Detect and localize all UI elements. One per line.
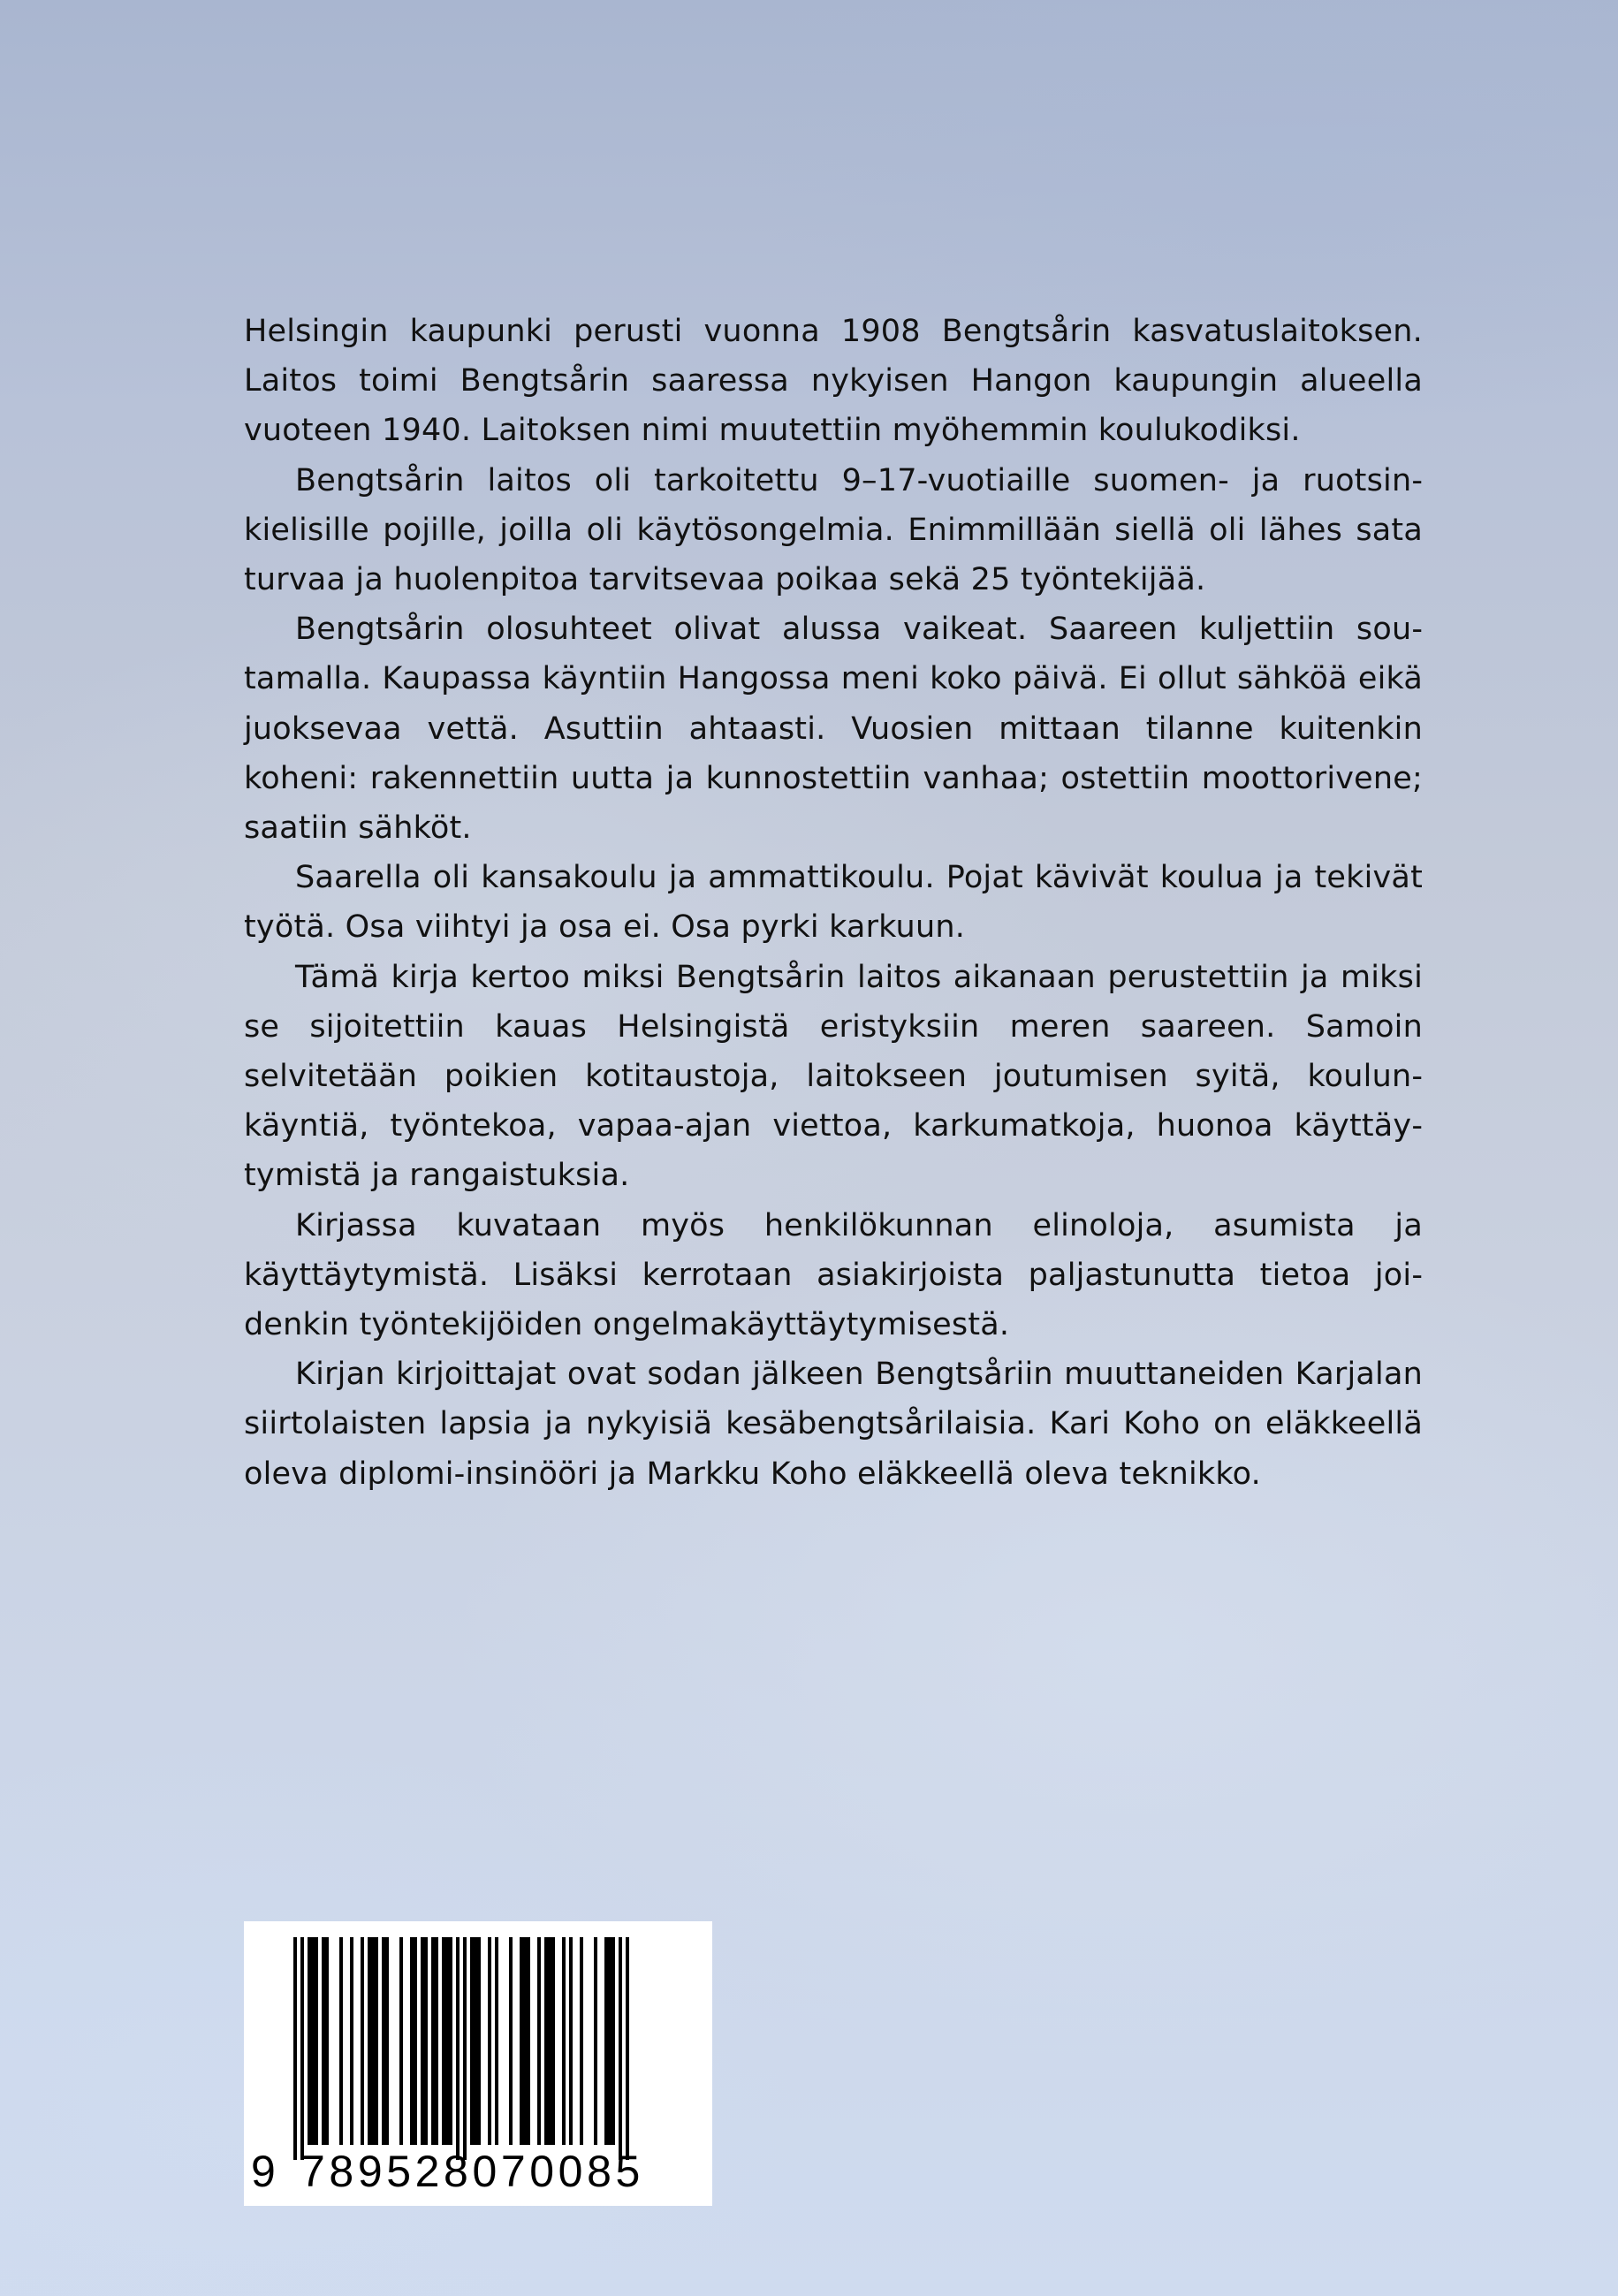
- barcode-bar: [431, 1937, 438, 2145]
- paragraph-purpose: Bengtsårin laitos oli tarkoitettu 9–17-vuotiaille suomen- ja ruotsinkielisille pojille, joilla oli käytösongelmia. Enimmillään siellä oli lähes sata turvaa ja huolenpitoa tarvitsevaa poikaa sekä 25 työntekijää.: [244, 462, 1423, 598]
- barcode-bar: [495, 1937, 498, 2145]
- barcode-bar: [562, 1937, 566, 2145]
- barcode-guard-bar: [300, 1937, 304, 2160]
- barcode-bar: [442, 1937, 452, 2145]
- barcode-bar: [594, 1937, 597, 2145]
- barcode-bar: [308, 1937, 318, 2145]
- paragraph-founding: Helsingin kaupunki perusti vuonna 1908 Bengtsårin kasvatuslaitoksen. Laitos toimi Bengtsårin saaressa nykyisen Hangon kaupungin alueella vuoteen 1940. Laitoksen nimi muutettiin myöhemmin koulukodiksi.: [244, 314, 1423, 449]
- barcode-bar: [421, 1937, 428, 2145]
- barcode-bar: [399, 1937, 403, 2145]
- isbn-digits: 789528070085: [300, 2147, 644, 2196]
- isbn-number: [244, 2148, 712, 2194]
- barcode-bar: [604, 1937, 615, 2145]
- barcode-bar: [382, 1937, 389, 2145]
- paragraph-conditions: Bengtsårin olosuhteet olivat alussa vaikeat. Saareen kuljettiin soutamalla. Kaupassa käyntiin Hangossa meni koko päivä. Ei ollut sähköä eikä juoksevaa vettä. Asuttiin ahtaasti. Vuosien mittaan tilanne kuitenkin koheni: rakennettiin uutta ja kunnostettiin vanhaa; ostettiin moottorivene; saatiin sähköt.: [244, 612, 1423, 847]
- barcode-bar: [544, 1937, 555, 2145]
- barcode-bar: [368, 1937, 378, 2145]
- isbn-lead-digit: 9: [251, 2147, 276, 2196]
- barcode-bar: [470, 1937, 481, 2145]
- barcode-guard-bar: [619, 1937, 622, 2160]
- barcode-bar: [339, 1937, 343, 2145]
- barcode-guard-bar: [626, 1937, 629, 2160]
- barcode-bar: [569, 1937, 573, 2145]
- barcode-bar: [488, 1937, 491, 2145]
- barcode-bar: [410, 1937, 417, 2145]
- barcode-bar: [537, 1937, 541, 2145]
- isbn-barcode: [244, 1921, 712, 2206]
- barcode-bar: [350, 1937, 353, 2145]
- paragraph-schools: Saarella oli kansakoulu ja ammattikoulu. Pojat kävivät koulua ja tekivät työtä. Osa viihtyi ja osa ei. Osa pyrki karkuun.: [244, 860, 1423, 946]
- barcode-guard-bar: [463, 1937, 467, 2160]
- barcode-bar: [322, 1937, 329, 2145]
- barcode-guard-bar: [456, 1937, 460, 2160]
- paragraph-book-contents: Tämä kirja kertoo miksi Bengtsårin laitos aikanaan perustettiin ja miksi se sijoitettiin kauas Helsingistä eristyksiin meren saareen. Samoin selvitetään poikien kotitaustoja, laitokseen joutumisen syitä, koulunkäyntiä, työntekoa, vapaa-ajan viettoa, karkumatkoja, huonoa käyttäytymistä ja rangaistuksia.: [244, 959, 1423, 1194]
- barcode-bar: [520, 1937, 530, 2145]
- paragraph-staff: Kirjassa kuvataan myös henkilökunnan elinoloja, asumista ja käyttäytymistä. Lisäksi kerrotaan asiakirjoista paljastunutta tietoa joidenkin työntekijöiden ongelmakäyttäytymisestä.: [244, 1207, 1423, 1343]
- barcode-bar: [361, 1937, 364, 2145]
- blurb-text: [244, 307, 1423, 1499]
- barcode-bar: [509, 1937, 513, 2145]
- barcode-bar: [580, 1937, 583, 2145]
- paragraph-authors: Kirjan kirjoittajat ovat sodan jälkeen Bengtsåriin muuttaneiden Karjalan siirtolaisten lapsia ja nykyisiä kesäbengtsårilaisia. Kari Koho on eläkkeellä oleva diplomi-insinööri ja Markku Koho eläkkeellä oleva teknikko.: [244, 1357, 1423, 1492]
- barcode-guard-bar: [293, 1937, 297, 2160]
